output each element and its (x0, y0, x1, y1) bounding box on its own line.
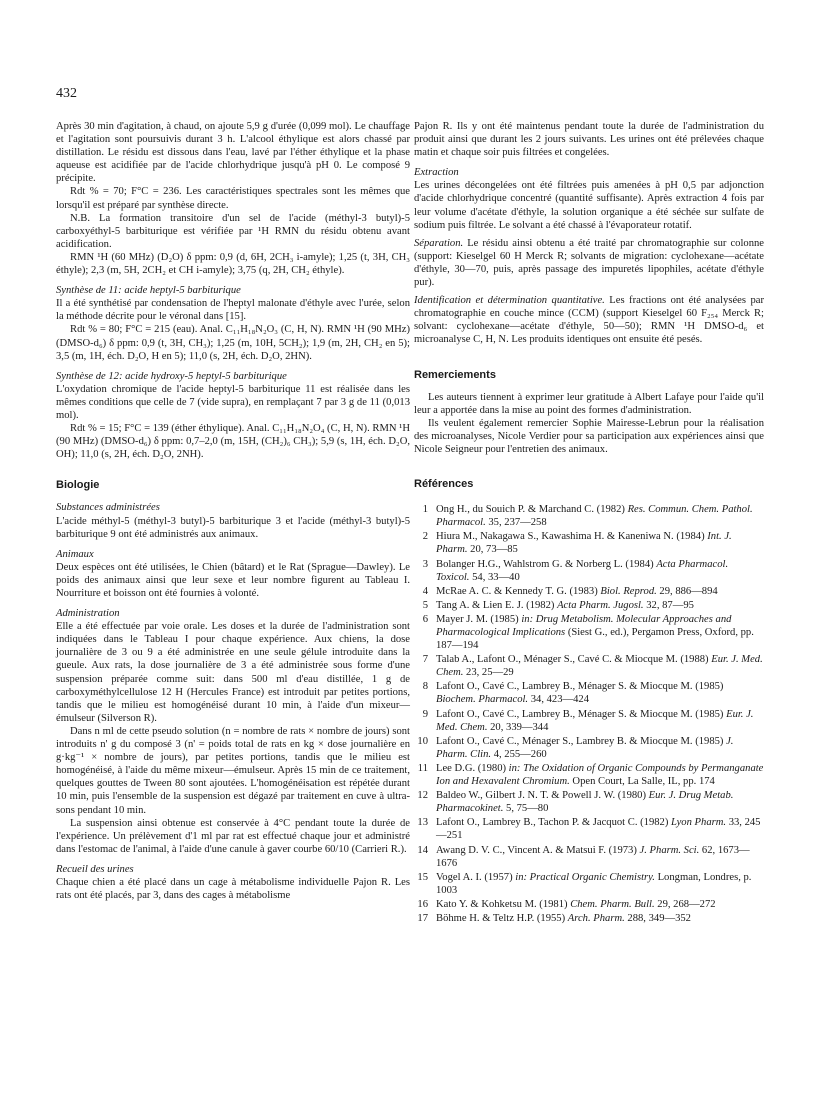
reference-authors: Awang D. V. C., Vincent A. & Matsui F. (1973) (436, 844, 640, 856)
reference-journal: J. Pharm. Clin. (436, 735, 734, 760)
paragraph: Pajon R. Ils y ont été maintenus pendant toute la durée de l'administration du produit ainsi que durant les 2 jours suivants. Les urines ont été prélevées chaque matin et chaque soir puis filtrées et congelées. (414, 121, 764, 159)
reference-number: 3 (422, 558, 428, 570)
reference-journal: Res. Commun. Chem. Pathol. Pharmacol. (436, 504, 753, 529)
subheading-extraction: Extraction (414, 167, 459, 179)
reference-number: 4 (422, 585, 428, 597)
subheading-synthese-11: Synthèse de 11: acide heptyl-5 barbiturique (56, 285, 241, 297)
reference-authors: Bolanger H.G., Wahlstrom G. & Norberg L. (1984) (436, 558, 657, 570)
reference-number: 14 (417, 844, 428, 856)
paragraph: Les fractions ont été analysées par chromatographie en couche mince (CCM) (support Kieselgel 60 F₂₅₄ Merck R; solvant: cyclohexane—acétate d'éthyle, 50—50); RMN ¹H DMSO-d₆ et microanalyse C, H, N. Les produits identiques ont ensuite été pesés. (414, 295, 764, 346)
reference-volume-pages: 54, 33—40 (469, 571, 520, 583)
left-column (56, 120, 410, 902)
reference-authors: Lee D.G. (1980) (436, 762, 509, 774)
reference-volume-pages: 23, 25—29 (463, 667, 514, 679)
reference-item (414, 871, 764, 897)
reference-volume-pages: 34, 423—424 (528, 694, 590, 706)
right-column (414, 120, 764, 926)
subheading-administration: Administration (56, 608, 120, 620)
reference-journal: Eur. J. Drug Metab. Pharmacokinet. (436, 790, 734, 815)
reference-journal: Lyon Pharm. (671, 817, 727, 829)
section-heading-remerciements: Remerciements (414, 368, 496, 381)
reference-authors: Lafont O., Cavé C., Lambrey B., Ménager S. & Miocque M. (1985) (436, 708, 727, 720)
reference-volume-pages: 32, 87—95 (643, 599, 694, 611)
paragraph: N.B. La formation transitoire d'un sel de l'acide (méthyl-3 butyl)-5 carboxyéthyl-5 barbiturique est vérifiée par ¹H RMN du résidu obtenu avant acidification. (56, 212, 410, 250)
reference-item (414, 898, 764, 911)
reference-item (414, 762, 764, 788)
reference-volume-pages: 5, 75—80 (503, 803, 549, 815)
section-heading-biologie: Biologie (56, 479, 100, 492)
reference-journal: in: Practical Organic Chemistry. (515, 871, 655, 883)
paragraph: Rdt % = 80; F°C = 215 (eau). Anal. C₁₁H₁₈N₂O₃ (C, H, N). RMN ¹H (90 MHz) (DMSO-d₆) δ ppm: 0,9 (t, 3H, CH₃); 1,25 (m, 10H, 5CH₂); 1,9 (m, 2H, CH₂ en 5); 3,5 (m, 1H, éch. D₂O, H en 5); 11,0 (s, 2H, éch. D₂O, 2HN). (56, 324, 410, 362)
subheading-synthese-12: Synthèse de 12: acide hydroxy-5 heptyl-5 barbiturique (56, 370, 287, 382)
reference-authors: Böhme H. & Teltz H.P. (1955) (436, 912, 568, 924)
paragraph: Dans n ml de cette pseudo solution (n = nombre de rats × nombre de jours) sont introduits n' g du composé 3 (n' = poids total de rats en kg × dose journalière en g·kg⁻¹ × nombre de jours), par petites portions, tandis que le milieu est homogénéisé, à l'aide du même mixeur—émulseur. Après 15 min de ce traitement, quelques gouttes de Tween 80 sont ajoutées. L'homogénéisation est répétée durant 10 min, puis l'ensemble de la suspension est dégazé par traitement en cuve à ultra-sons pendant 10 min. (56, 725, 410, 816)
paragraph: Elle a été effectuée par voie orale. Les doses et la durée de l'administration sont indiquées dans le Tableau I pour chaque expérience. Aux chiens, la dose journalière de 3 ou 9 a été administrée en une seule gélule introduite dans la gueule. Aux rats, la dose journalière de 3 a été administrée sous forme d'une suspension préparée comme suit: dans 500 ml d'eau distillée, 1 g de carboxyméthylcellulose 12 H (Hercules France) est introduit par petites portions, tandis que le milieu est homogénéisé durant 10 min, à l'aide d'un mixeur—émulseur (Silverson R). (56, 621, 410, 724)
subheading-recueil: Recueil des urines (56, 863, 134, 875)
reference-authors: Lafont O., Cavé C., Ménager S., Lambrey B. & Miocque M. (1985) (436, 735, 727, 747)
reference-number: 2 (422, 531, 428, 543)
reference-item (414, 530, 764, 556)
reference-authors: Kato Y. & Kohketsu M. (1981) (436, 898, 571, 910)
reference-journal: Chem. Pharm. Bull. (570, 898, 655, 910)
reference-journal: Acta Pharm. Jugosl. (557, 599, 644, 611)
reference-volume-pages: Longman, Londres, p. 1003 (436, 871, 752, 896)
reference-journal: Eur. J. Med. Chem. (436, 654, 763, 679)
reference-number: 8 (422, 681, 428, 693)
reference-number: 11 (417, 762, 428, 774)
reference-volume-pages: 35, 237—258 (485, 517, 547, 529)
reference-item (414, 599, 764, 612)
subheading-substances: Substances administrées (56, 502, 160, 514)
subheading-separation: Séparation. (414, 237, 464, 249)
paragraph: Deux espèces ont été utilisées, le Chien (bâtard) et le Rat (Sprague—Dawley). Le poids des animaux ainsi que leur sexe et leur nombre figurent au Tableau I. Nourriture et boisson ont été fournies à volonté. (56, 561, 410, 599)
reference-item (414, 585, 764, 598)
subheading-animaux: Animaux (56, 548, 94, 560)
paragraph: Les urines décongelées ont été filtrées puis amenées à pH 0,5 par adjonction d'acide chlorhydrique concentré (quantité suffisante). Après extraction 4 fois par leur volume d'acétate d'éthyle, la solution organique a été séchée sur sulfate de sodium puis filtrée. Le solvant a été chassé à l'évaporateur rotatif. (414, 180, 764, 231)
reference-volume-pages: 20, 339—344 (487, 721, 549, 733)
reference-number: 7 (422, 654, 428, 666)
reference-item (414, 558, 764, 584)
reference-volume-pages: (Siest G., ed.), Pergamon Press, Oxford, pp. 187—194 (436, 627, 754, 652)
reference-item (414, 912, 764, 925)
reference-authors: Lafont O., Lambrey B., Tachon P. & Jacquot C. (1982) (436, 817, 672, 829)
paragraph: RMN ¹H (60 MHz) (D₂O) δ ppm: 0,9 (d, 6H, 2CH₃ i-amyle); 1,25 (t, 3H, CH₃ éthyle); 2,3 (m, 5H, 2CH₂ et CH i-amyle); 3,75 (q, 2H, CH₂ éthyle). (56, 251, 410, 277)
reference-authors: Lafont O., Cavé C., Lambrey B., Ménager S. & Miocque M. (1985) (436, 681, 724, 693)
paragraph: Les auteurs tiennent à exprimer leur gratitude à Albert Lafaye pour l'aide qu'il leur a apportée dans la mise au point des formes d'administration. (414, 391, 764, 416)
reference-volume-pages: 62, 1673—1676 (436, 844, 750, 869)
reference-item (414, 503, 764, 529)
reference-number: 6 (422, 613, 428, 625)
reference-number: 10 (417, 735, 428, 747)
reference-item (414, 613, 764, 652)
reference-volume-pages: 29, 268—272 (654, 898, 716, 910)
reference-authors: Talab A., Lafont O., Ménager S., Cavé C. & Miocque M. (1988) (436, 654, 712, 666)
reference-journal: in: Drug Metabolism. Molecular Approaches and Pharmacological Implications (436, 613, 732, 638)
paragraph: Rdt % = 15; F°C = 139 (éther éthylique). Anal. C₁₁H₁₈N₂O₄ (C, H, N). RMN ¹H (90 MHz) (DMSO-d₆) δ ppm: 0,7–2,0 (m, 15H, (CH₂)₆ CH₃); 5,9 (s, 1H, éch. D₂O, OH); 11,0 (s, 2H, éch. D₂O, 2NH). (56, 423, 410, 461)
paragraph: La suspension ainsi obtenue est conservée à 4°C pendant toute la durée de l'expérience. Un prélèvement d'1 ml par rat est effectué chaque jour et administré dans l'estomac de l'animal, à l'aide d'une canule à gaver courbe 60/10 (Carrieri R.). (56, 817, 410, 855)
section-heading-references: Références (414, 478, 474, 491)
reference-number: 1 (422, 504, 428, 516)
reference-authors: Tang A. & Lien E. J. (1982) (436, 599, 558, 611)
subheading-identification: Identification et détermination quantitative. (414, 295, 605, 307)
reference-journal: Eur. J. Med. Chem. (436, 708, 754, 733)
reference-volume-pages: 20, 73—85 (467, 544, 518, 556)
reference-number: 5 (422, 599, 428, 611)
reference-journal: J. Pharm. Sci. (639, 844, 700, 856)
paragraph: Rdt % = 70; F°C = 236. Les caractéristiques spectrales sont les mêmes que lorsqu'il est préparé par synthèse directe. (56, 186, 410, 211)
reference-list (414, 503, 764, 925)
paragraph: Il a été synthétisé par condensation de l'heptyl malonate d'éthyle avec l'urée, selon la méthode décrite pour le véronal dans [15]. (56, 298, 410, 323)
reference-item (414, 653, 764, 679)
reference-journal: Int. J. Pharm. (436, 531, 732, 556)
paragraph: Ils veulent également remercier Sophie Mairesse-Lebrun pour la réalisation des microanalyses, Nicole Verdier pour sa participation aux expériences ainsi que Nicole Seigneur pour l'entretien des animaux. (414, 417, 764, 455)
reference-item (414, 680, 764, 706)
paragraph: Chaque chien a été placé dans un cage à métabolisme individuelle Pajon R. Les rats ont été placés, par 3, dans des cages à métabolisme (56, 876, 410, 902)
reference-item (414, 816, 764, 842)
reference-item (414, 789, 764, 815)
reference-authors: Ong H., du Souich P. & Marchand C. (1982) (436, 504, 628, 516)
reference-volume-pages: 288, 349—352 (624, 912, 691, 924)
reference-number: 17 (417, 912, 428, 924)
paragraph: L'acide méthyl-5 (méthyl-3 butyl)-5 barbiturique 3 et l'acide (méthyl-3 butyl)-5 barbiturique 9 ont été administrés aux animaux. (56, 515, 410, 540)
reference-number: 15 (417, 871, 428, 883)
paragraph: Le résidu ainsi obtenu a été traité par chromatographie sur colonne (support: Kieselgel 60 H Merck R; solvants de migration: cyclohexane—acétate d'éthyle, 30—70, puis, après passage des impuretés lipophiles, acétate d'éthyle pur). (414, 237, 764, 289)
reference-authors: Baldeo W., Gilbert J. N. T. & Powell J. W. (1980) (436, 790, 649, 802)
reference-journal: Arch. Pharm. (567, 912, 625, 924)
reference-authors: Mayer J. M. (1985) (436, 613, 522, 625)
reference-number: 12 (417, 790, 428, 802)
reference-volume-pages: 33, 245—251 (436, 817, 761, 842)
reference-journal: Acta Pharmacol. Toxicol. (436, 558, 729, 583)
reference-item (414, 735, 764, 761)
reference-journal: in: The Oxidation of Organic Compounds by Permanganate Ion and Hexavalent Chromium. (436, 762, 764, 788)
reference-journal: Biol. Reprod. (600, 585, 657, 597)
reference-item (414, 708, 764, 734)
reference-volume-pages: 4, 255—260 (491, 748, 547, 760)
paragraph: Après 30 min d'agitation, à chaud, on ajoute 5,9 g d'urée (0,099 mol). Le chauffage et l'agitation sont poursuivis durant 3 h. L'alcool éthylique est alors chassé par distillation. Le résidu est dissous dans l'eau, lavé par l'éther éthylique et la phase aqueuse est acidifiée par de l'acide chlorhydrique jusqu'à pH 0. Le composé 9 précipite. (56, 121, 410, 185)
paragraph: L'oxydation chromique de l'acide heptyl-5 barbiturique 11 est réalisée dans les mêmes conditions que celle de 7 (vide supra), en remplaçant 7 par 3 g de 11 (0,013 mol). (56, 383, 410, 421)
reference-volume-pages: 29, 886—894 (656, 585, 718, 597)
reference-number: 16 (417, 898, 428, 910)
reference-authors: Vogel A. I. (1957) (436, 871, 516, 883)
reference-number: 13 (417, 817, 428, 829)
reference-journal: Biochem. Pharmacol. (436, 694, 529, 706)
reference-volume-pages: Open Court, La Salle, IL, pp. 174 (569, 776, 715, 788)
reference-number: 9 (422, 708, 428, 720)
reference-item (414, 844, 764, 870)
reference-authors: Hiura M., Nakagawa S., Kawashima H. & Kaneniwa N. (1984) (436, 531, 708, 543)
reference-authors: McRae A. C. & Kennedy T. G. (1983) (436, 585, 601, 597)
page-number: 432 (56, 86, 77, 101)
